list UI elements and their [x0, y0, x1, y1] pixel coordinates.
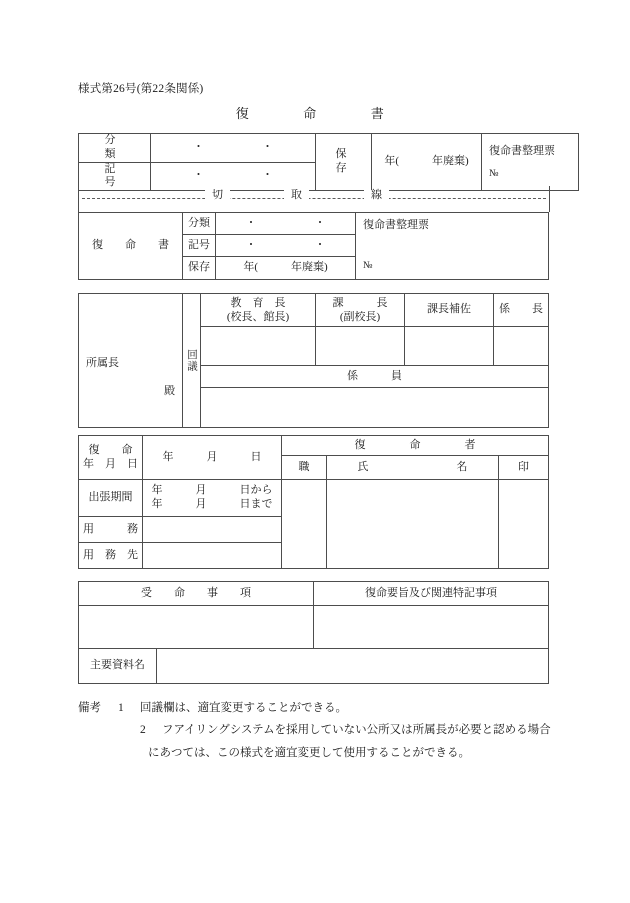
- cut-line-dashes: [82, 198, 546, 199]
- value-duty[interactable]: [143, 517, 282, 543]
- value-trip-period[interactable]: [143, 480, 282, 517]
- column-header-kyoikucho: [201, 294, 316, 327]
- value-seal[interactable]: [499, 480, 549, 569]
- label-classification: 分 類: [79, 134, 151, 163]
- note-item: [78, 697, 578, 719]
- dot-marker: ・: [262, 169, 273, 182]
- trip-period-to: 年 月 日まで: [151, 498, 273, 510]
- note-number-1: 1: [118, 702, 124, 714]
- value-ordered-matters[interactable]: [79, 606, 314, 649]
- label-staff: 係 員: [201, 366, 549, 388]
- cut-line-char-1: 切: [205, 190, 230, 201]
- label-report-summary: 復命要旨及び関連特記事項: [314, 582, 549, 606]
- label-main-materials: 主要資料名: [79, 649, 157, 684]
- value-classification[interactable]: [216, 213, 356, 235]
- title-char-3: 書: [370, 106, 385, 121]
- dot-marker: ・: [262, 140, 273, 153]
- value-position[interactable]: [282, 480, 327, 569]
- label-control-no: №: [489, 168, 499, 180]
- kacho-line1: 課 長: [332, 296, 388, 309]
- value-main-materials[interactable]: [157, 649, 549, 684]
- dot-marker: ・: [314, 216, 326, 229]
- dot-marker: ・: [245, 216, 257, 229]
- footer-notes: [78, 697, 578, 764]
- label-report-title: 復 命 書: [79, 213, 183, 280]
- label-duty-place: 用 務 先: [79, 543, 143, 569]
- dot-marker: ・: [193, 169, 204, 182]
- note-item-continuation: [78, 742, 578, 764]
- value-preservation[interactable]: 年( 年廃棄): [216, 257, 356, 280]
- label-preservation: 保存: [183, 257, 216, 280]
- report-date-table: [78, 435, 549, 569]
- value-symbol[interactable]: [216, 235, 356, 257]
- label-control-no: №: [363, 260, 373, 272]
- label-preservation: 保 存: [316, 134, 372, 191]
- value-report-date[interactable]: 年 月 日: [143, 436, 282, 480]
- signature-cell-kakaricho[interactable]: [494, 327, 549, 366]
- kyoikucho-line1: 教 育 長: [230, 296, 286, 309]
- kacho-line2: (副校長): [339, 311, 381, 323]
- report-date-line1: 復 命: [88, 443, 133, 456]
- label-classification: 分類: [183, 213, 216, 235]
- value-duty-place[interactable]: [143, 543, 282, 569]
- column-header-kachohosa: 課長補佐: [405, 294, 494, 327]
- label-chief: 所属長: [86, 356, 119, 369]
- report-date-line2: 年 月 日: [83, 457, 138, 470]
- chief-cell: [79, 294, 183, 428]
- circulation-vertical-label: 回議: [186, 349, 197, 372]
- label-symbol: 記号: [183, 235, 216, 257]
- value-preservation[interactable]: 年( 年廃棄): [372, 134, 482, 191]
- note-text-1: 回議欄は、適宜変更することができる。: [140, 702, 347, 714]
- cut-line-char-2: 取: [284, 190, 309, 201]
- note-item: [78, 719, 578, 741]
- title-char-1: 復: [235, 106, 250, 121]
- label-trip-period: 出張期間: [79, 480, 143, 517]
- signature-cell-kachohosa[interactable]: [405, 327, 494, 366]
- form-number: 様式第26号(第22条関係): [78, 83, 204, 95]
- page-title: [160, 103, 460, 122]
- column-header-kacho: [316, 294, 405, 327]
- label-name: 氏 名: [327, 456, 499, 480]
- label-report-date: [79, 436, 143, 480]
- approval-circulation-table: [78, 293, 549, 428]
- label-reporter: 復 命 者: [282, 436, 549, 456]
- label-control-slip: 復命書整理票: [363, 219, 429, 232]
- signature-cell-staff[interactable]: [201, 388, 549, 428]
- control-slip-cell[interactable]: [482, 134, 579, 191]
- label-symbol: 記 号: [79, 162, 151, 191]
- value-report-summary[interactable]: [314, 606, 549, 649]
- label-duty: 用 務: [79, 517, 143, 543]
- note-text-2-continuation: にあつては、この様式を適宜変更して使用することができる。: [148, 746, 470, 759]
- label-circulation: [183, 294, 201, 428]
- control-slip-cell[interactable]: [356, 213, 549, 280]
- note-number-2: 2: [140, 724, 146, 737]
- notes-label: 備考: [78, 702, 101, 714]
- dot-marker: ・: [193, 140, 204, 153]
- label-seal: 印: [499, 456, 549, 480]
- dot-marker: ・: [245, 238, 257, 251]
- kyoikucho-line2: (校長、館長): [226, 311, 290, 323]
- cut-line: [78, 186, 550, 212]
- label-dono: 殿: [164, 384, 175, 397]
- cut-line-char-3: 線: [364, 190, 389, 201]
- label-ordered-matters: 受 命 事 項: [79, 582, 314, 606]
- signature-cell-kyoikucho[interactable]: [201, 327, 316, 366]
- trip-period-from: 年 月 日から: [151, 484, 273, 497]
- title-char-2: 命: [303, 106, 317, 121]
- report-slip-table: [78, 212, 549, 280]
- label-control-slip: 復命書整理票: [489, 145, 555, 158]
- value-name[interactable]: [327, 480, 499, 569]
- classification-header-table: [78, 133, 579, 191]
- matters-table: [78, 581, 549, 684]
- note-text-2: フアイリングシステムを採用していない公所又は所属長が必要と認める場合: [162, 724, 551, 737]
- column-header-kakaricho: 係 長: [494, 294, 549, 327]
- dot-marker: ・: [314, 238, 326, 251]
- signature-cell-kacho[interactable]: [316, 327, 405, 366]
- label-position: 職: [282, 456, 327, 480]
